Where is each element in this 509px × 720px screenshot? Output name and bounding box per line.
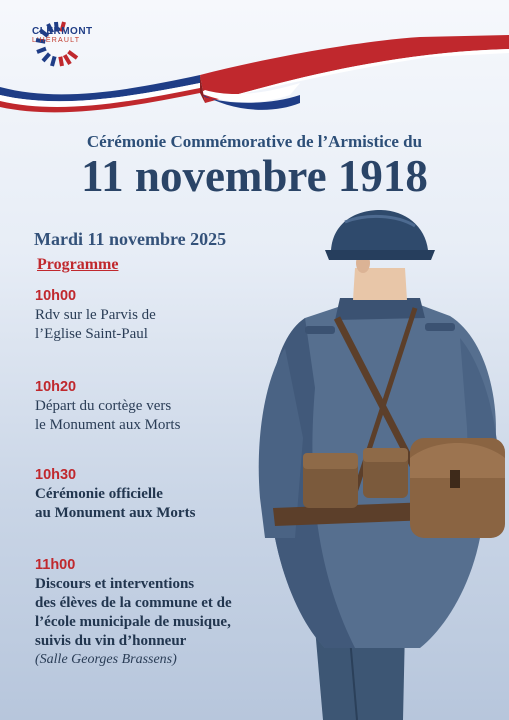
ceremony-subtitle: Cérémonie Commémorative de l’Armistice du xyxy=(86,132,423,151)
programme-item xyxy=(35,467,195,523)
item-time: 10h20 xyxy=(35,379,77,395)
item-line: Cérémonie officielle xyxy=(35,486,163,502)
item-time: 11h00 xyxy=(35,557,76,573)
item-line: au Monument aux Morts xyxy=(35,505,196,521)
programme-item xyxy=(35,557,232,669)
logo-main: CLERMONT xyxy=(32,26,93,37)
item-time: 10h00 xyxy=(35,288,77,304)
logo-sub: L'HÉRAULT xyxy=(32,37,81,44)
event-date: Mardi 11 novembre 2025 xyxy=(34,229,227,249)
item-line: l’Eglise Saint-Paul xyxy=(35,326,148,342)
item-line: Départ du cortège vers xyxy=(35,398,172,414)
item-line: Rdv sur le Parvis de xyxy=(35,307,156,323)
item-note: (Salle Georges Brassens) xyxy=(35,652,177,667)
item-line: Discours et interventions xyxy=(35,576,195,592)
programme-heading: Programme xyxy=(37,256,119,273)
soldier-illustration xyxy=(245,208,509,720)
page-title: 11 novembre 1918 xyxy=(81,151,428,201)
programme-item xyxy=(35,379,180,435)
item-line: le Monument aux Morts xyxy=(35,417,181,433)
item-time: 10h30 xyxy=(35,467,77,483)
item-line: des élèves de la commune et de xyxy=(35,595,232,611)
tricolor-ribbon xyxy=(0,35,509,120)
programme-item xyxy=(35,288,156,344)
item-line: suivis du vin d’honneur xyxy=(35,633,187,649)
item-line: l’école municipale de musique, xyxy=(35,614,231,630)
